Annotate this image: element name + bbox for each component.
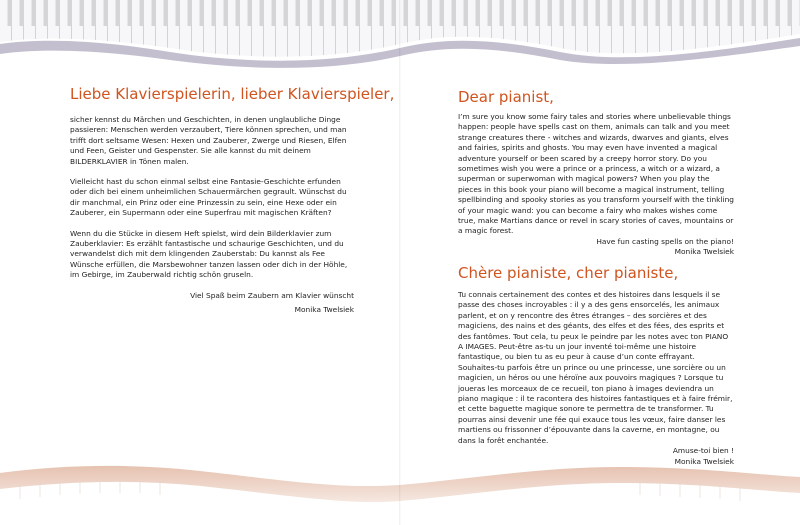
french-closing: Amuse-toi bien !	[672, 446, 734, 456]
german-author: Monika Twelsiek	[294, 305, 354, 315]
german-paragraph-3: Wenn du die Stücke in diesem Heft spielst, wird dein Bilderklavier zum Zauberklavier: Es erzählt fantastische und schaurige Geschichten, und du verwandelst dich mit dem klingenden Zauberstab: Du kannst als Fee Wünsche erfüllen, die Marsbewohner tanzen lassen oder dich in der Höhle, im Gebirge, im Zauberwald richtig schön gruseln.	[70, 228, 348, 280]
german-paragraph-1: sicher kennst du Märchen und Geschichten, in denen unglaubliche Dinge passieren: Menschen werden verzaubert, Tiere können sprechen, und man trifft dort seltsame Wesen: Hexen und Zauberer, Zwerge und Riesen, Elfen und Feen, Geister und Gespenster. Sie alle kannst du mit deinem BILDERKLAVIER in Tönen malen.	[70, 115, 347, 166]
english-heading: Dear pianist,	[458, 88, 554, 106]
wave-key-lines	[20, 479, 740, 501]
french-author: Monika Twelsiek	[674, 456, 734, 466]
english-closing: Have fun casting spells on the piano!	[596, 236, 734, 246]
french-text: Tu connais certainement des contes et des histoires dans lesquels il se passe des choses incroyables : il y a des gens ensorcelés, les animaux parlent, et on y rencontre des êtres étranges – des sorcières et des magiciens, des nains et des géants, des elfes et des fées, des esprits et des fantômes. Tout cela, tu peux le peindre par les notes avec ton PIANO A IMAGES. Peut-être as-tu un jour inventé toi-même une histoire fantastique, ou bien tu as eu peur à cause d’un conte effrayant. Souhaites-tu parfois être un prince ou une princesse, une sorcière ou un magicien, un héros ou une héroïne aux pouvoirs magiques ? Lorsque tu joueras les morceaux de ce recueil, ton piano à images deviendra un piano magique : il te racontera des histoires fantastiques et à faire frémir, et cette baguette magique sonore te permettra de te transformer. Tu pourras ainsi devenir une fée qui exauce tous les vœux, faire danser les martiens ou frissonner d’épouvante dans la caverne, en montagne, ou dans la forêt enchantée.	[458, 290, 733, 445]
german-paragraph-2: Vielleicht hast du schon einmal selbst eine Fantasie-Geschichte erfunden oder dich bei einem unheimlichen Schauermärchen gegrault. Wünschst du dir manchmal, ein Prinz oder eine Prinzessin zu sein, eine Hexe oder ein Zauberer, ein Supermann oder eine Superfrau mit magischen Kräften?	[70, 177, 347, 218]
german-heading: Liebe Klavierspielerin, lieber Klavierspieler,	[70, 85, 395, 103]
french-heading: Chère pianiste, cher pianiste,	[458, 264, 679, 282]
english-foreword	[458, 88, 734, 258]
english-author: Monika Twelsiek	[674, 247, 734, 257]
english-text: I’m sure you know some fairy tales and stories where unbelievable things happen: people have spells cast on them, animals can talk and you meet strange creatures there - witches and wizards, dwarves and giants, elves and fairies, spirits and ghosts. You may even have invented a magical adventure yourself or been scared by a creepy horror story. Do you sometimes wish you were a prince or a princess, a witch or a wizard, a superman or superwoman with magical powers? When you play the pieces in this book your piano will become a magical instrument, telling spellbinding and spooky stories as you transform yourself with the tinkling of your magic wand: you can become a fairy who makes wishes come true, make Martians dance or revel in scary stories of caves, mountains or a magic forest.	[458, 112, 734, 236]
french-foreword	[458, 264, 734, 467]
german-foreword	[70, 85, 395, 316]
german-closing: Viel Spaß beim Zaubern am Klavier wünscht	[190, 290, 354, 300]
page-spine	[399, 0, 401, 525]
